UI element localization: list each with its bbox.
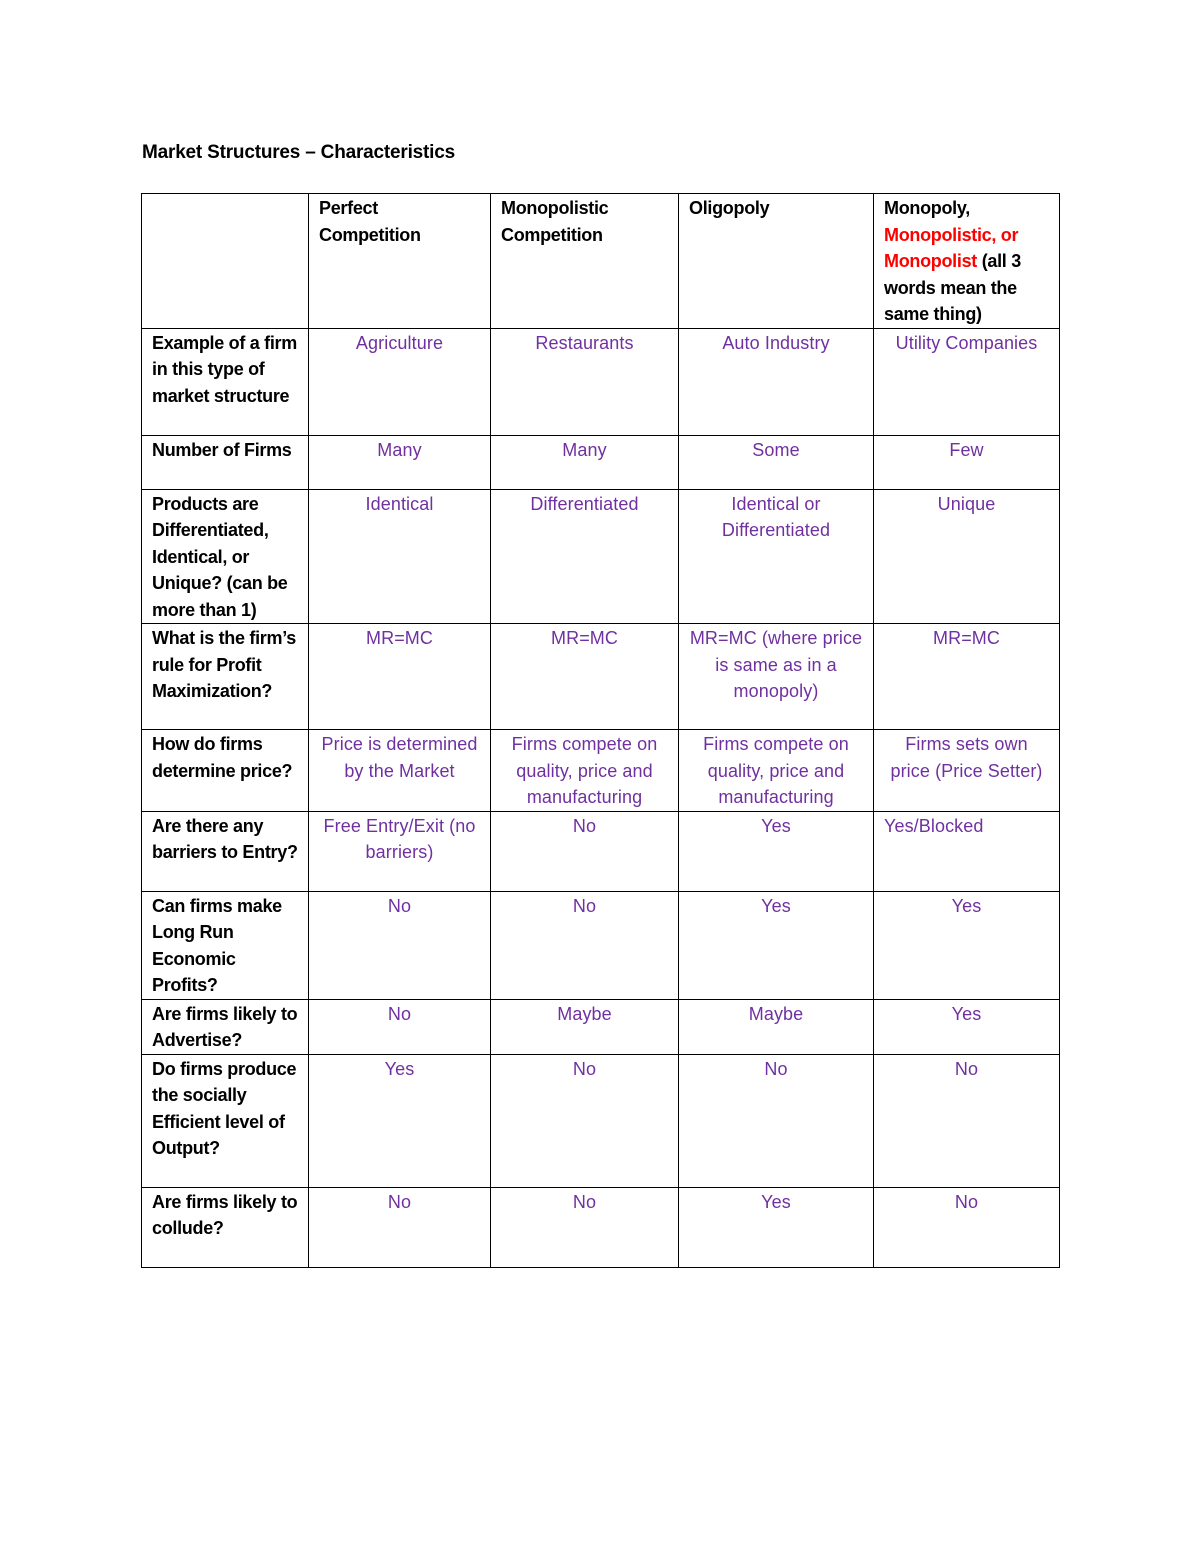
header-row (142, 194, 1060, 329)
answer-cell: Identical or Differentiated (679, 489, 874, 624)
answer-cell: MR=MC (874, 624, 1060, 730)
answer-cell: No (679, 1054, 874, 1187)
table-row (142, 811, 1060, 891)
corner-cell (142, 194, 309, 329)
answer-cell: No (874, 1187, 1060, 1267)
answer-cell: Some (679, 435, 874, 489)
answer-cell: Price is determined by the Market (309, 730, 491, 812)
answer-cell: No (491, 1187, 679, 1267)
answer-cell: Restaurants (491, 328, 679, 435)
row-label: Are there any barriers to Entry? (142, 811, 309, 891)
answer-cell: Yes (679, 1187, 874, 1267)
answer-cell: No (491, 1054, 679, 1187)
column-header-monopolistic-competition: Monopolistic Competition (491, 194, 679, 329)
answer-cell: Identical (309, 489, 491, 624)
table-row (142, 489, 1060, 624)
answer-cell: Few (874, 435, 1060, 489)
answer-cell: Auto Industry (679, 328, 874, 435)
row-label: Can firms make Long Run Economic Profits? (142, 891, 309, 999)
table-row (142, 730, 1060, 812)
table-row (142, 1187, 1060, 1267)
column-header-perfect-competition: Perfect Competition (309, 194, 491, 329)
row-label: What is the firm’s rule for Profit Maximization? (142, 624, 309, 730)
column-header-monopoly-note: (all 3 words mean the same thing) (884, 251, 1021, 324)
answer-cell: Many (309, 435, 491, 489)
answer-cell: Firms compete on quality, price and manufacturing (491, 730, 679, 812)
row-label: Do firms produce the socially Efficient level of Output? (142, 1054, 309, 1187)
answer-cell: Yes (679, 811, 874, 891)
column-header-monopoly (874, 194, 1060, 329)
answer-cell: No (309, 999, 491, 1054)
answer-cell: Unique (874, 489, 1060, 624)
answer-cell: Yes (679, 891, 874, 999)
answer-cell: Agriculture (309, 328, 491, 435)
row-label: Are firms likely to collude? (142, 1187, 309, 1267)
table-row (142, 1054, 1060, 1187)
row-label: How do firms determine price? (142, 730, 309, 812)
answer-cell: No (491, 891, 679, 999)
column-header-monopoly-term: Monopoly, (884, 198, 970, 218)
answer-cell: Differentiated (491, 489, 679, 624)
column-header-monopoly-synonyms: Monopolistic, or Monopolist (884, 224, 1019, 271)
answer-cell: No (309, 891, 491, 999)
answer-cell: Firms sets own price (Price Setter) (874, 730, 1060, 812)
market-structures-table (141, 193, 1060, 1268)
table-row (142, 328, 1060, 435)
row-label: Are firms likely to Advertise? (142, 999, 309, 1054)
table-row (142, 435, 1060, 489)
row-label: Example of a firm in this type of market structure (142, 328, 309, 435)
answer-cell: Yes (874, 999, 1060, 1054)
answer-cell: MR=MC (where price is same as in a monopoly) (679, 624, 874, 730)
answer-cell: No (874, 1054, 1060, 1187)
column-header-oligopoly: Oligopoly (679, 194, 874, 329)
answer-cell: Yes/Blocked (874, 811, 1060, 891)
answer-cell: Yes (309, 1054, 491, 1187)
answer-cell: No (491, 811, 679, 891)
answer-cell: Free Entry/Exit (no barriers) (309, 811, 491, 891)
answer-cell: No (309, 1187, 491, 1267)
answer-cell: Firms compete on quality, price and manufacturing (679, 730, 874, 812)
page-title: Market Structures – Characteristics (142, 142, 455, 163)
table-row (142, 624, 1060, 730)
answer-cell: Many (491, 435, 679, 489)
answer-cell: Maybe (679, 999, 874, 1054)
answer-cell: Utility Companies (874, 328, 1060, 435)
answer-cell: MR=MC (309, 624, 491, 730)
table-row (142, 891, 1060, 999)
row-label: Number of Firms (142, 435, 309, 489)
table-row (142, 999, 1060, 1054)
answer-cell: MR=MC (491, 624, 679, 730)
row-label: Products are Differentiated, Identical, or Unique? (can be more than 1) (142, 489, 309, 624)
answer-cell: Maybe (491, 999, 679, 1054)
answer-cell: Yes (874, 891, 1060, 999)
